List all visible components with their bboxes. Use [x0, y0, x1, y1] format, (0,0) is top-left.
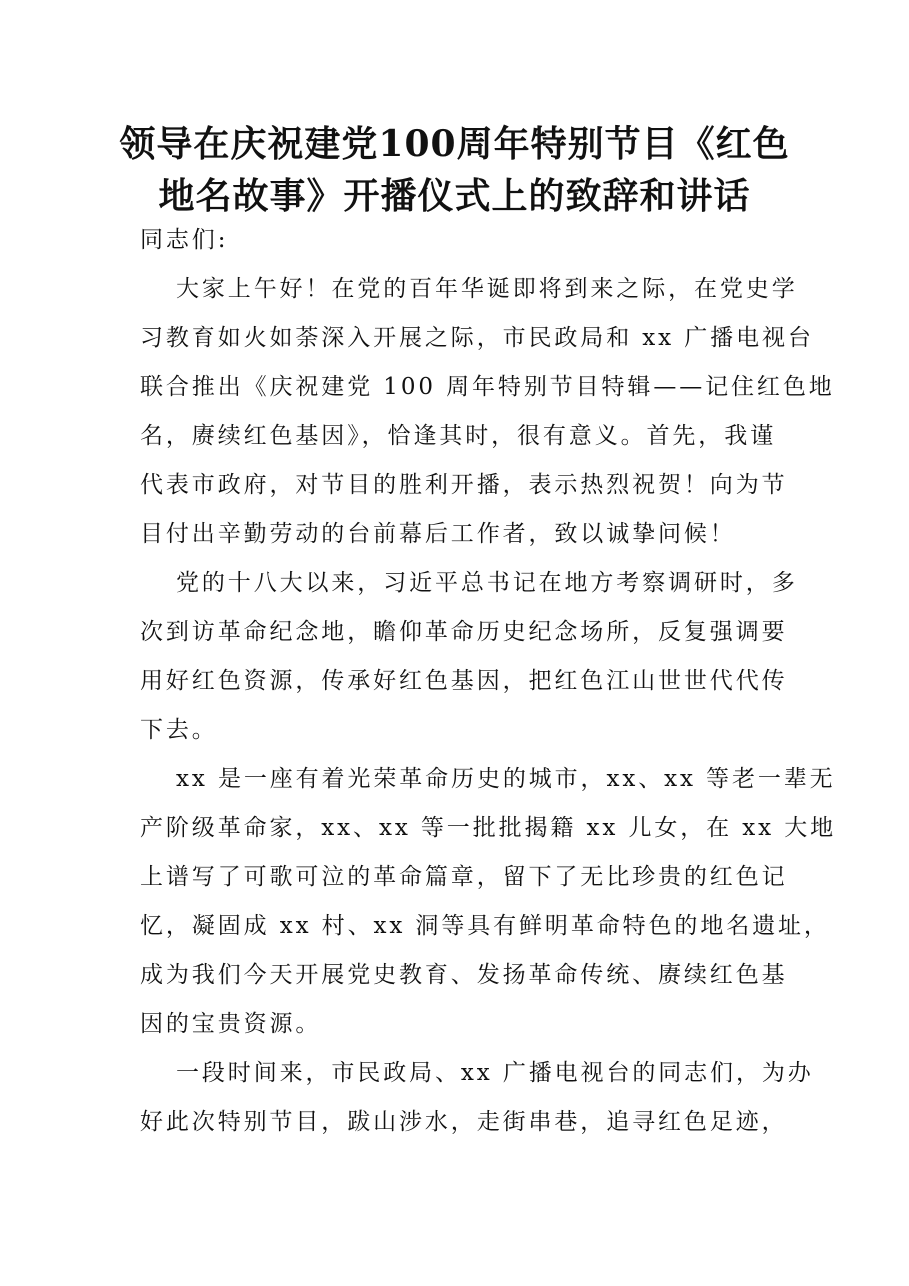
text-line: 因的宝贵资源。	[140, 1011, 322, 1037]
text-line: 代表市政府，对节目的胜利开播，表示热烈祝贺！向为节	[140, 472, 788, 498]
text-line: 一段时间来，市民政局、xx 广播电视台的同志们，为办	[176, 1060, 814, 1086]
text-line: 大家上午好！在党的百年华诞即将到来之际，在党史学	[176, 276, 798, 302]
paragraph-1	[140, 265, 835, 559]
text-line: 好此次特别节目，跋山涉水，走街串巷，追寻红色足迹，	[140, 1109, 788, 1135]
paragraph-2	[140, 559, 798, 755]
title-line: 领导在庆祝建党100周年特别节目《红色	[119, 123, 790, 165]
text-line: 下去。	[140, 717, 218, 743]
text-line: 上谱写了可歌可泣的革命篇章，留下了无比珍贵的红色记	[140, 864, 788, 890]
document-body	[140, 216, 837, 1147]
text-line: 习教育如火如荼深入开展之际，市民政局和 xx 广播电视台	[140, 325, 814, 351]
text-line: 联合推出《庆祝建党 100 周年特别节目特辑——记住红色地	[140, 374, 835, 400]
text-line: 产阶级革命家，xx、xx 等一批批揭籍 xx 儿女，在 xx 大地	[140, 815, 837, 841]
paragraph-4	[140, 1049, 814, 1147]
text-line: 成为我们今天开展党史教育、发扬革命传统、赓续红色基	[140, 962, 788, 988]
salutation: 同志们:	[140, 227, 229, 253]
text-line: 次到访革命纪念地，瞻仰革命历史纪念场所，反复强调要	[140, 619, 788, 645]
text-line: xx 是一座有着光荣革命历史的城市，xx、xx 等老一辈无	[176, 766, 836, 792]
document-title	[100, 118, 809, 222]
text-line: 目付出辛勤劳动的台前幕后工作者，致以诚挚问候！	[140, 521, 736, 547]
text-line: 名，赓续红色基因》，恰逢其时，很有意义。首先，我谨	[140, 423, 776, 449]
text-line: 忆，凝固成 xx 村、xx 洞等具有鲜明革命特色的地名遗址，	[140, 913, 830, 939]
title-line: 地名故事》开播仪式上的致辞和讲话	[158, 175, 751, 217]
text-line: 党的十八大以来，习近平总书记在地方考察调研时，多	[176, 570, 798, 596]
text-line: 用好红色资源，传承好红色基因，把红色江山世世代代传	[140, 668, 788, 694]
paragraph-3	[140, 755, 837, 1049]
